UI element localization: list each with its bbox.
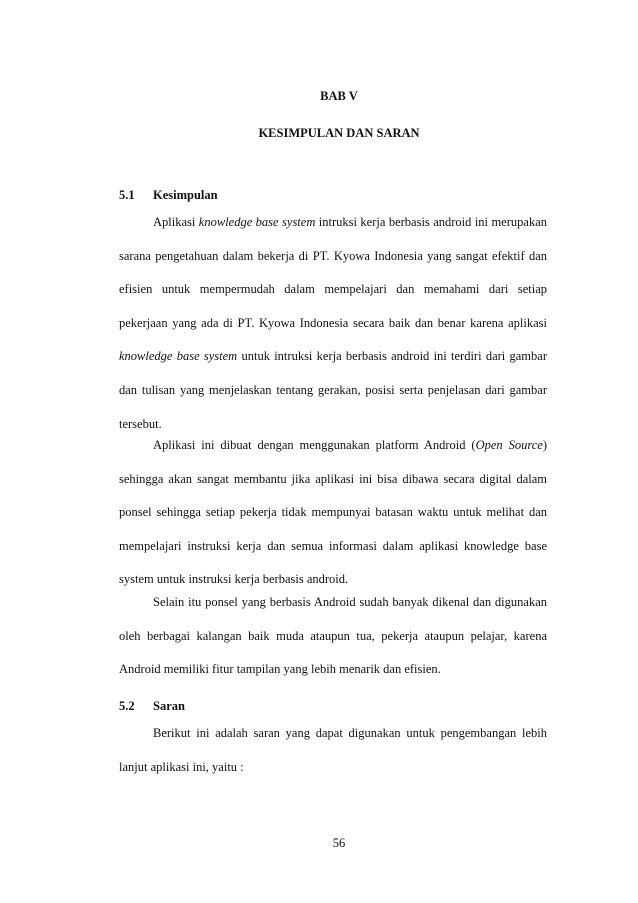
paragraph-conclusion-2 xyxy=(119,429,547,597)
section-number: 5.2 xyxy=(119,699,135,713)
section-number: 5.1 xyxy=(119,188,135,202)
paragraph-text: Selain itu ponsel yang berbasis Android sudah banyak dikenal dan digunakan oleh berbagai kalangan baik muda ataupun tua, pekerja ataupun pelajar, karena Android memiliki fitur tampilan yang lebih menarik dan efisien. xyxy=(119,595,547,677)
italic-term: knowledge base system xyxy=(119,349,238,364)
paragraph-suggestion xyxy=(119,717,547,784)
paragraph-conclusion-1 xyxy=(119,206,547,441)
italic-term: knowledge base system xyxy=(198,215,316,229)
chapter-title: KESIMPULAN DAN SARAN xyxy=(258,126,420,140)
section-heading-saran xyxy=(119,699,185,714)
paragraph-text: ) sehingga akan sangat membantu jika aplikasi ini bisa dibawa secara digital dalam ponsel sehingga setiap pekerja tidak mempunyai batasan waktu untuk melihat dan mempelajari instruksi kerja dan semua informasi dalam aplikasi knowledge base system untuk instruksi kerja berbasis android. xyxy=(119,438,547,587)
paragraph-text: Berikut ini adalah saran yang dapat digunakan untuk pengembangan lebih lanjut aplikasi ini, yaitu : xyxy=(119,726,547,774)
italic-term: Open Source xyxy=(475,438,543,452)
paragraph-text: Aplikasi xyxy=(153,215,199,229)
section-heading-kesimpulan xyxy=(119,188,218,203)
chapter-number: BAB V xyxy=(320,89,358,103)
paragraph-text: intruksi kerja berbasis android ini merupakan sarana pengetahuan dalam bekerja di PT. Kyowa Indonesia yang sangat efektif dan efisien untuk mempermudah dalam mempelajari dan memahami dari setiap pekerjaan yang ada di PT. Kyowa Indonesia secara baik dan benar karena aplikasi xyxy=(119,215,547,330)
paragraph-text: Aplikasi ini dibuat dengan menggunakan platform Android ( xyxy=(153,438,476,452)
page-number: 56 xyxy=(332,836,346,850)
section-title: Kesimpulan xyxy=(153,188,218,202)
section-title: Saran xyxy=(153,699,185,713)
paragraph-text: untuk intruksi kerja berbasis android ini terdiri dari gambar dan tulisan yang menjelaskan tentang gerakan, posisi serta penjelasan dari gambar tersebut. xyxy=(119,349,547,431)
paragraph-conclusion-3 xyxy=(119,586,547,687)
